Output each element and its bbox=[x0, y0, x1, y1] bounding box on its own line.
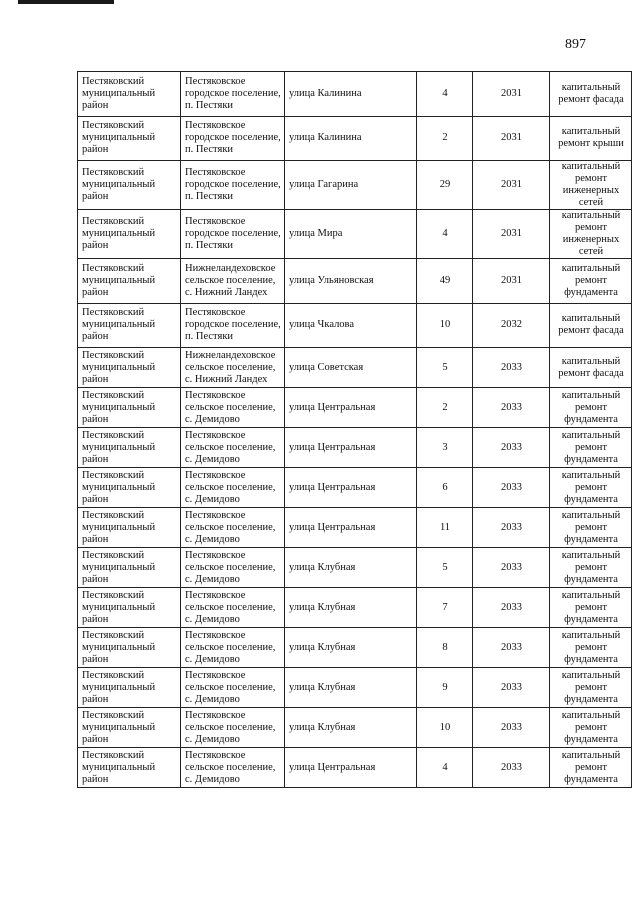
house-number-cell: 29 bbox=[417, 161, 473, 210]
work-type-cell: капитальный ремонт фасада bbox=[550, 72, 632, 117]
year-cell: 2031 bbox=[473, 161, 550, 210]
house-number-cell: 4 bbox=[417, 748, 473, 788]
house-number-cell: 6 bbox=[417, 468, 473, 508]
street-cell: улица Калинина bbox=[285, 72, 417, 117]
year-cell: 2033 bbox=[473, 588, 550, 628]
street-cell: улица Калинина bbox=[285, 116, 417, 161]
table-row bbox=[78, 428, 632, 468]
year-cell: 2033 bbox=[473, 628, 550, 668]
house-number-cell: 3 bbox=[417, 428, 473, 468]
settlement-cell: Пестяковское городское поселение, п. Пестяки bbox=[181, 303, 285, 348]
settlement-cell: Пестяковское городское поселение, п. Пестяки bbox=[181, 72, 285, 117]
settlement-cell: Пестяковское сельское поселение, с. Демидово bbox=[181, 628, 285, 668]
table-row bbox=[78, 628, 632, 668]
district-cell: Пестяковский муниципальный район bbox=[78, 708, 181, 748]
year-cell: 2033 bbox=[473, 508, 550, 548]
year-cell: 2032 bbox=[473, 303, 550, 348]
table-row bbox=[78, 588, 632, 628]
house-number-cell: 2 bbox=[417, 388, 473, 428]
table-row bbox=[78, 388, 632, 428]
table-row bbox=[78, 748, 632, 788]
work-type-cell: капитальный ремонт фундамента bbox=[550, 668, 632, 708]
street-cell: улица Чкалова bbox=[285, 303, 417, 348]
house-number-cell: 2 bbox=[417, 116, 473, 161]
work-type-cell: капитальный ремонт фундамента bbox=[550, 708, 632, 748]
district-cell: Пестяковский муниципальный район bbox=[78, 161, 181, 210]
street-cell: улица Клубная bbox=[285, 548, 417, 588]
settlement-cell: Пестяковское сельское поселение, с. Демидово bbox=[181, 668, 285, 708]
street-cell: улица Центральная bbox=[285, 428, 417, 468]
settlement-cell: Пестяковское сельское поселение, с. Демидово bbox=[181, 548, 285, 588]
street-cell: улица Клубная bbox=[285, 628, 417, 668]
year-cell: 2033 bbox=[473, 428, 550, 468]
district-cell: Пестяковский муниципальный район bbox=[78, 468, 181, 508]
year-cell: 2033 bbox=[473, 388, 550, 428]
street-cell: улица Мира bbox=[285, 210, 417, 259]
work-type-cell: капитальный ремонт фасада bbox=[550, 303, 632, 348]
district-cell: Пестяковский муниципальный район bbox=[78, 210, 181, 259]
table-row bbox=[78, 72, 632, 117]
house-number-cell: 7 bbox=[417, 588, 473, 628]
work-type-cell: капитальный ремонт крыши bbox=[550, 116, 632, 161]
street-cell: улица Центральная bbox=[285, 508, 417, 548]
table-row bbox=[78, 161, 632, 210]
street-cell: улица Центральная bbox=[285, 468, 417, 508]
district-cell: Пестяковский муниципальный район bbox=[78, 388, 181, 428]
year-cell: 2031 bbox=[473, 210, 550, 259]
year-cell: 2033 bbox=[473, 708, 550, 748]
street-cell: улица Клубная bbox=[285, 708, 417, 748]
settlement-cell: Пестяковское сельское поселение, с. Демидово bbox=[181, 388, 285, 428]
street-cell: улица Клубная bbox=[285, 668, 417, 708]
district-cell: Пестяковский муниципальный район bbox=[78, 116, 181, 161]
table-row bbox=[78, 508, 632, 548]
table-row bbox=[78, 116, 632, 161]
district-cell: Пестяковский муниципальный район bbox=[78, 588, 181, 628]
year-cell: 2033 bbox=[473, 668, 550, 708]
year-cell: 2033 bbox=[473, 468, 550, 508]
table-row bbox=[78, 548, 632, 588]
settlement-cell: Пестяковское сельское поселение, с. Демидово bbox=[181, 588, 285, 628]
work-type-cell: капитальный ремонт фундамента bbox=[550, 628, 632, 668]
table-row bbox=[78, 348, 632, 388]
settlement-cell: Пестяковское городское поселение, п. Пестяки bbox=[181, 116, 285, 161]
table-row bbox=[78, 303, 632, 348]
district-cell: Пестяковский муниципальный район bbox=[78, 348, 181, 388]
house-number-cell: 8 bbox=[417, 628, 473, 668]
table-row bbox=[78, 708, 632, 748]
work-type-cell: капитальный ремонт фундамента bbox=[550, 388, 632, 428]
district-cell: Пестяковский муниципальный район bbox=[78, 668, 181, 708]
settlement-cell: Пестяковское городское поселение, п. Пестяки bbox=[181, 161, 285, 210]
work-type-cell: капитальный ремонт фундамента bbox=[550, 259, 632, 304]
house-number-cell: 5 bbox=[417, 348, 473, 388]
work-type-cell: капитальный ремонт фундамента bbox=[550, 748, 632, 788]
settlement-cell: Пестяковское городское поселение, п. Пестяки bbox=[181, 210, 285, 259]
house-number-cell: 4 bbox=[417, 210, 473, 259]
settlement-cell: Нижнеландеховское сельское поселение, с. Нижний Ландех bbox=[181, 348, 285, 388]
work-type-cell: капитальный ремонт фундамента bbox=[550, 508, 632, 548]
page-number: 897 bbox=[565, 37, 586, 52]
scan-edge-mark bbox=[18, 0, 114, 4]
district-cell: Пестяковский муниципальный район bbox=[78, 548, 181, 588]
settlement-cell: Нижнеландеховское сельское поселение, с. Нижний Ландех bbox=[181, 259, 285, 304]
work-type-cell: капитальный ремонт фундамента bbox=[550, 428, 632, 468]
table-row bbox=[78, 468, 632, 508]
work-type-cell: капитальный ремонт фундамента bbox=[550, 468, 632, 508]
district-cell: Пестяковский муниципальный район bbox=[78, 628, 181, 668]
street-cell: улица Центральная bbox=[285, 388, 417, 428]
settlement-cell: Пестяковское сельское поселение, с. Демидово bbox=[181, 508, 285, 548]
year-cell: 2033 bbox=[473, 348, 550, 388]
house-number-cell: 49 bbox=[417, 259, 473, 304]
settlement-cell: Пестяковское сельское поселение, с. Демидово bbox=[181, 468, 285, 508]
house-number-cell: 11 bbox=[417, 508, 473, 548]
work-type-cell: капитальный ремонт фасада bbox=[550, 348, 632, 388]
work-type-cell: капитальный ремонт фундамента bbox=[550, 588, 632, 628]
year-cell: 2033 bbox=[473, 548, 550, 588]
table-row bbox=[78, 210, 632, 259]
table-row bbox=[78, 259, 632, 304]
house-number-cell: 9 bbox=[417, 668, 473, 708]
year-cell: 2031 bbox=[473, 259, 550, 304]
house-number-cell: 10 bbox=[417, 303, 473, 348]
street-cell: улица Ульяновская bbox=[285, 259, 417, 304]
district-cell: Пестяковский муниципальный район bbox=[78, 303, 181, 348]
district-cell: Пестяковский муниципальный район bbox=[78, 508, 181, 548]
year-cell: 2033 bbox=[473, 748, 550, 788]
district-cell: Пестяковский муниципальный район bbox=[78, 72, 181, 117]
street-cell: улица Советская bbox=[285, 348, 417, 388]
district-cell: Пестяковский муниципальный район bbox=[78, 428, 181, 468]
work-type-cell: капитальный ремонт инженерных сетей bbox=[550, 210, 632, 259]
street-cell: улица Клубная bbox=[285, 588, 417, 628]
street-cell: улица Центральная bbox=[285, 748, 417, 788]
work-type-cell: капитальный ремонт фундамента bbox=[550, 548, 632, 588]
district-cell: Пестяковский муниципальный район bbox=[78, 748, 181, 788]
district-cell: Пестяковский муниципальный район bbox=[78, 259, 181, 304]
house-number-cell: 10 bbox=[417, 708, 473, 748]
settlement-cell: Пестяковское сельское поселение, с. Демидово bbox=[181, 708, 285, 748]
year-cell: 2031 bbox=[473, 116, 550, 161]
repair-schedule-table bbox=[77, 71, 632, 788]
settlement-cell: Пестяковское сельское поселение, с. Демидово bbox=[181, 428, 285, 468]
table-row bbox=[78, 668, 632, 708]
year-cell: 2031 bbox=[473, 72, 550, 117]
house-number-cell: 5 bbox=[417, 548, 473, 588]
settlement-cell: Пестяковское сельское поселение, с. Демидово bbox=[181, 748, 285, 788]
house-number-cell: 4 bbox=[417, 72, 473, 117]
street-cell: улица Гагарина bbox=[285, 161, 417, 210]
work-type-cell: капитальный ремонт инженерных сетей bbox=[550, 161, 632, 210]
